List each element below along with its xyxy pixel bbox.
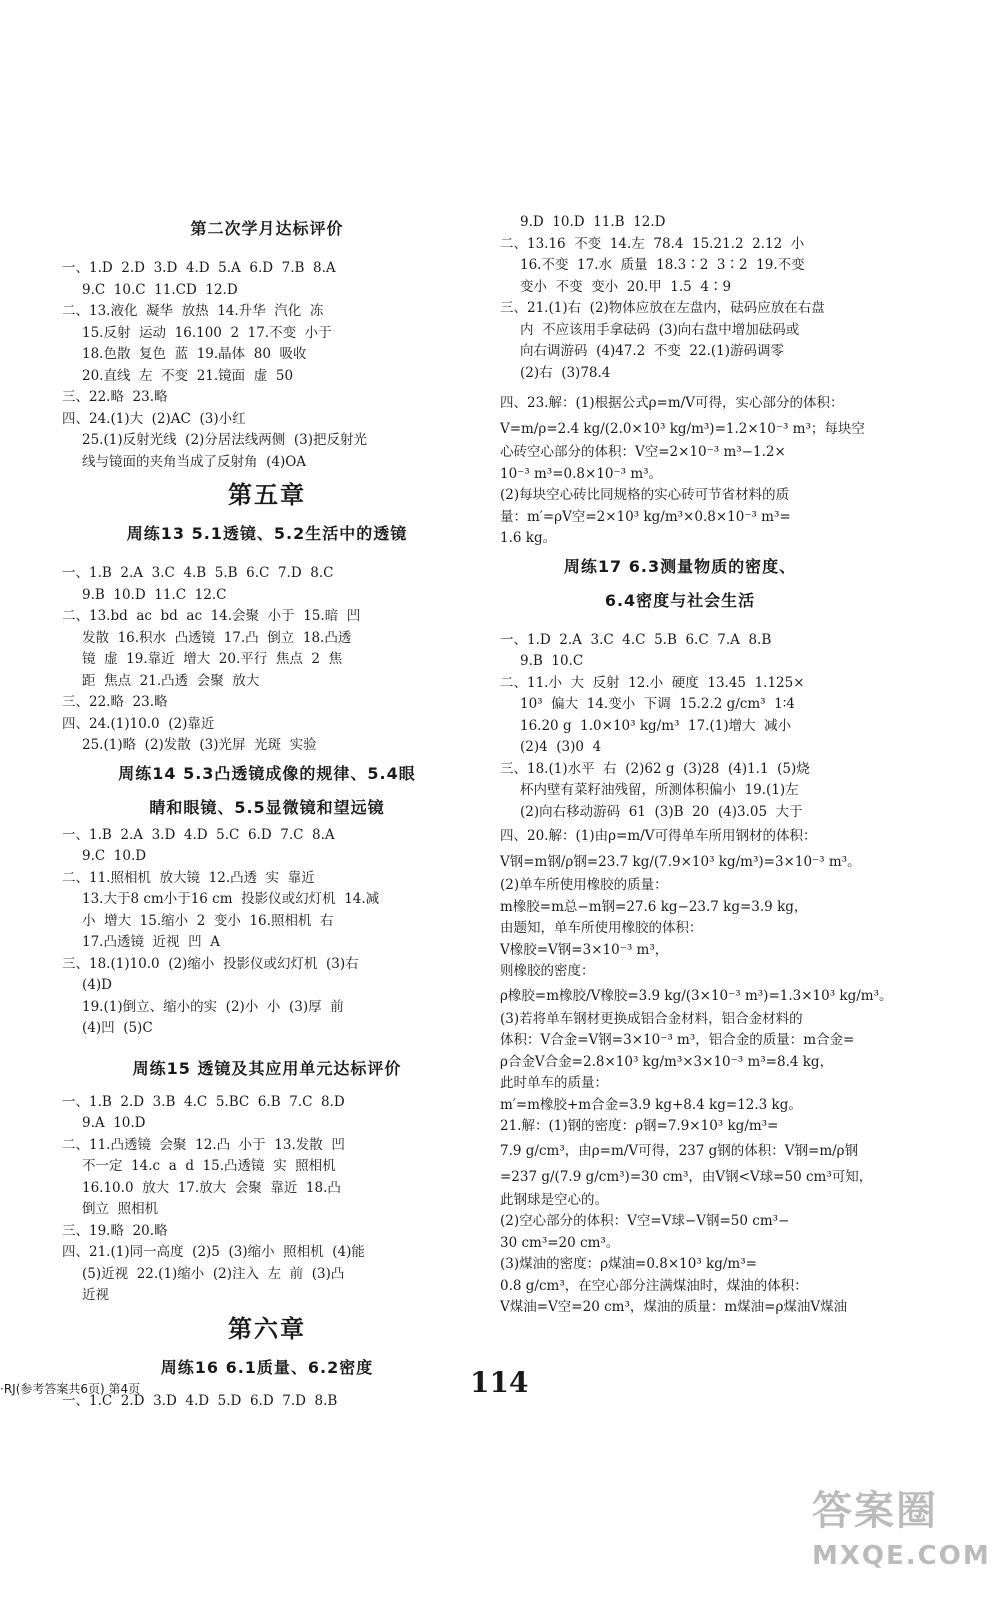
watermark — [812, 1482, 991, 1592]
answer-line: 二、13.液化 凝华 放热 14.升华 汽化 冻 — [62, 303, 324, 319]
page-number: 114 — [470, 1366, 529, 1399]
answer-line: 四、24.(1)10.0 (2)靠近 — [62, 715, 215, 732]
answer-line: 三、18.(1)10.0 (2)缩小 投影仪或幻灯机 (3)右 — [62, 955, 359, 972]
answer-line: (2)右 (3)78.4 — [520, 364, 611, 381]
answer-line: 二、11.凸透镜 会聚 12.凸 小于 13.发散 凹 — [62, 1136, 345, 1153]
answer-line: 二、13.bd ac bd ac 14.会聚 小于 15.暗 凹 — [62, 608, 361, 624]
answer-line: 距 焦点 21.凸透 会聚 放大 — [82, 672, 260, 689]
answer-line: 三、21.(1)右 (2)物体应放在左盘内，砝码应放在右盘 — [500, 300, 825, 316]
answer-line: 则橡胶的密度： — [500, 963, 595, 979]
chapter-title: 第六章 — [228, 1313, 306, 1343]
footer-left: ·RJ(参考答案共6页) 第4页 — [0, 1382, 141, 1396]
answer-line: (2)每块空心砖比同规格的实心砖可节省材料的质 — [500, 487, 790, 503]
answer-line: 13.大于8 cm小于16 cm 投影仪或幻灯机 14.减 — [82, 891, 380, 907]
section-heading: 周练17 6.3测量物质的密度、 — [563, 556, 797, 576]
answer-line: 9.D 10.D 11.B 12.D — [520, 214, 666, 230]
answer-line: 三、22.略 23.略 — [62, 389, 168, 405]
watermark-logo: 答案圈 — [812, 1488, 938, 1534]
answer-line: 近视 — [82, 1287, 109, 1303]
spacer — [62, 246, 472, 258]
answer-line: 15.反射 运动 16.100 2 17.不变 小于 — [82, 324, 332, 341]
answer-line: 杯内壁有菜籽油残留，所测体积偏小 19.(1)左 — [520, 782, 799, 798]
answer-line: 发散 16.积水 凸透镜 17.凸 倒立 18.凸透 — [82, 629, 352, 646]
answer-line: 镜 虚 19.靠近 增大 20.平行 焦点 2 焦 — [82, 651, 343, 667]
answer-line: 16.20 g 1.0×10³ kg/m³ 17.(1)增大 减小 — [520, 717, 792, 734]
answer-line: 9.B 10.C — [520, 653, 584, 669]
section-heading: 睛和眼镜、5.5显微镜和望远镜 — [149, 797, 385, 817]
answer-line: (2)单车所使用橡胶的质量： — [500, 877, 668, 893]
answer-line: 心砖空心部分的体积：V空=2×10⁻³ m³−1.2× — [500, 444, 786, 460]
answer-line: 小 增大 15.缩小 2 变小 16.照相机 右 — [82, 912, 334, 929]
answer-line: 19.(1)倒立、缩小的实 (2)小 小 (3)厚 前 — [82, 998, 344, 1015]
answer-line: 9.C 10.C 11.CD 12.D — [82, 281, 238, 298]
answer-line: (3)煤油的密度：ρ煤油=0.8×10³ kg/m³= — [500, 1256, 757, 1272]
answer-line: (4)凹 (5)C — [82, 1020, 153, 1036]
answer-line: 一、1.C 2.D 3.D 4.D 5.D 6.D 7.D 8.B — [62, 1392, 338, 1409]
answer-line: 三、18.(1)水平 右 (2)62 g (3)28 (4)1.1 (5)烧 — [500, 760, 810, 777]
answer-line: 此时单车的质量： — [500, 1075, 608, 1091]
answer-line: 倒立 照相机 — [82, 1201, 159, 1217]
answer-line: 四、21.(1)同一高度 (2)5 (3)缩小 照相机 (4)能 — [62, 1244, 365, 1260]
answer-line: (2)向右移动游码 61 (3)B 20 (4)3.05 大于 — [520, 803, 803, 820]
answer-line: 21.解：(1)钢的密度：ρ钢=7.9×10³ kg/m³= — [500, 1118, 779, 1134]
answer-line: 9.C 10.D — [82, 848, 147, 864]
spacer — [62, 1040, 472, 1052]
answer-line: 向右调游码 (4)47.2 不变 22.(1)游码调零 — [520, 343, 785, 359]
answer-line: 9.A 10.D — [82, 1115, 146, 1131]
answer-line: V橡胶=V钢=3×10⁻³ m³， — [500, 941, 669, 958]
watermark-url: MXQE.COM — [812, 1541, 991, 1571]
answer-line: 20.直线 左 不变 21.镜面 虚 50 — [82, 367, 294, 384]
answer-line: (5)近视 22.(1)缩小 (2)注入 左 前 (3)凸 — [82, 1265, 345, 1282]
answer-line: 三、19.略 20.略 — [62, 1222, 168, 1239]
answer-line: 10³ 偏大 14.变小 下调 15.2.2 g/cm³ 1∶4 — [520, 696, 795, 712]
answer-line: 17.凸透镜 近视 凹 A — [82, 934, 220, 950]
answer-line: V煤油=V空=20 cm³，煤油的质量：m煤油=ρ煤油V煤油 — [500, 1299, 848, 1315]
answer-line: 二、11.照相机 放大镜 12.凸透 实 靠近 — [62, 869, 315, 886]
formula-line: 四、23.解：(1)根据公式ρ=m/V可得，实心部分的体积： — [500, 395, 844, 411]
answer-line: 此钢球是空心的。 — [500, 1191, 608, 1208]
answer-line: 一、1.B 2.A 3.D 4.D 5.C 6.D 7.C 8.A — [62, 826, 335, 843]
section-heading: 6.4密度与社会生活 — [604, 590, 756, 610]
section-heading: 周练13 5.1透镜、5.2生活中的透镜 — [126, 524, 408, 543]
spacer — [62, 551, 472, 563]
answer-line: 25.(1)反射光线 (2)分居法线两侧 (3)把反射光 — [82, 432, 368, 448]
answer-line: 线与镜面的夹角当成了反射角 (4)OA — [82, 453, 307, 470]
answer-line: 9.B 10.D 11.C 12.C — [82, 586, 227, 603]
formula-line: ρ橡胶=m橡胶/V橡胶=3.9 kg/(3×10⁻³ m³)=1.3×10³ kg/m³。 — [500, 987, 893, 1004]
answer-line: 一、1.B 2.D 3.B 4.C 5.BC 6.B 7.C 8.D — [62, 1093, 345, 1110]
answer-line: 0.8 g/cm³，在空心部分注满煤油时，煤油的体积： — [500, 1277, 808, 1294]
answer-line: 三、22.略 23.略 — [62, 694, 168, 710]
answer-line: m′=m橡胶+m合金=3.9 kg+8.4 kg=12.3 kg。 — [500, 1096, 802, 1113]
answer-line: 16.不变 17.水 质量 18.3∶2 3∶2 19.不变 — [520, 257, 805, 273]
answer-line: m橡胶=m总−m钢=27.6 kg−23.7 kg=3.9 kg， — [500, 898, 808, 915]
answer-line: (4)D — [82, 977, 112, 993]
left-column — [62, 212, 472, 1412]
answer-line: 体积：V合金=V钢=3×10⁻³ m³，铝合金的质量：m合金= — [500, 1032, 855, 1048]
formula-line: 四、20.解：(1)由ρ=m/V可得单车所用钢材的体积： — [500, 828, 817, 844]
answer-line: 量：m′=ρV空=2×10³ kg/m³×0.8×10⁻³ m³= — [500, 508, 791, 525]
answer-line: 变小 不变 变小 20.甲 1.5 4∶9 — [520, 278, 732, 295]
formula-line: =237 g/(7.9 g/cm³)=30 cm³，由V钢<V球=50 cm³可知， — [500, 1168, 873, 1185]
answer-line: 18.色散 复色 蓝 19.晶体 80 吸收 — [82, 346, 307, 362]
answer-line: 一、1.D 2.D 3.D 4.D 5.A 6.D 7.B 8.A — [62, 260, 336, 276]
answer-line: (3)若将单车钢材更换成铝合金材料，铝合金材料的 — [500, 1010, 803, 1027]
section-heading: 第二次学月达标评价 — [190, 219, 344, 238]
answer-line: 不一定 14.c a d 15.凸透镜 实 照相机 — [82, 1158, 336, 1174]
answer-line: 一、1.D 2.A 3.C 4.C 5.B 6.C 7.A 8.B — [500, 631, 772, 648]
answer-line: ρ合金V合金=2.8×10³ kg/m³×3×10⁻³ m³=8.4 kg， — [500, 1053, 834, 1070]
answer-line: 30 cm³=20 cm³。 — [500, 1234, 620, 1251]
answer-line: 二、13.16 不变 14.左 78.4 15.21.2 2.12 小 — [500, 235, 805, 252]
answer-line: 1.6 kg。 — [500, 530, 557, 546]
answer-line: (2)4 (3)0 4 — [520, 739, 602, 755]
formula-line: V钢=m钢/ρ钢=23.7 kg/(7.9×10³ kg/m³)=3×10⁻³ m³。 — [500, 854, 861, 870]
formula-line: V=m/ρ=2.4 kg/(2.0×10³ kg/m³)=1.2×10⁻³ m³；每块空 — [500, 421, 865, 437]
answer-line: 二、11.小 大 反射 12.小 硬度 13.45 1.125× — [500, 674, 805, 691]
answer-line: 16.10.0 放大 17.放大 会聚 靠近 18.凸 — [82, 1179, 341, 1196]
chapter-title: 第五章 — [228, 480, 306, 509]
section-heading: 周练14 5.3凸透镜成像的规律、5.4眼 — [118, 763, 416, 783]
section-heading: 周练15 透镜及其应用单元达标评价 — [132, 1058, 402, 1078]
answer-line: 25.(1)略 (2)发散 (3)光屏 光斑 实验 — [82, 737, 317, 753]
answer-line: (2)空心部分的体积：V空=V球−V钢=50 cm³− — [500, 1213, 790, 1229]
answer-line: 10⁻³ m³=0.8×10⁻³ m³。 — [500, 465, 663, 482]
spacer — [500, 618, 860, 630]
answer-line: 四、24.(1)大 (2)AC (3)小红 — [62, 410, 246, 427]
formula-line: 7.9 g/cm³，由ρ=m/V可得，237 g钢的体积：V钢=m/ρ钢 — [500, 1142, 859, 1159]
answer-line: 内 不应该用手拿砝码 (3)向右盘中增加砝码或 — [520, 321, 800, 338]
right-column — [500, 212, 893, 1319]
answer-line: 一、1.B 2.A 3.C 4.B 5.B 6.C 7.D 8.C — [62, 565, 334, 581]
section-heading: 周练16 6.1质量、6.2密度 — [160, 1357, 374, 1377]
answer-line: 由题知，单车所使用橡胶的体积： — [500, 920, 703, 936]
